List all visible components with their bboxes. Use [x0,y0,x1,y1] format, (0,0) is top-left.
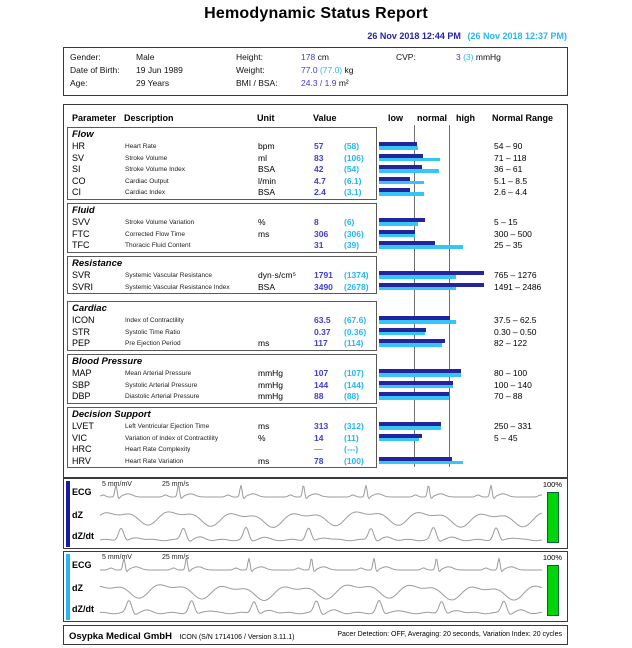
value-bar-previous [379,396,449,400]
normal-range-value: 2.6 – 4.4 [494,187,528,198]
normal-range-value: 70 – 88 [494,391,523,402]
col-header-normal-range: Normal Range [492,113,554,123]
param-description: Heart Rate Complexity [125,446,191,454]
cvp-label: CVP: [396,52,416,62]
normal-range-value: 5 – 15 [494,217,518,227]
param-previous-value: (1374) [344,270,369,280]
param-unit: mmHg [258,368,284,378]
param-description: Thoracic Fluid Content [125,242,191,250]
dzdt-trace [100,527,542,541]
param-unit: % [258,432,266,443]
param-unit: mmHg [258,379,284,390]
table-row [68,327,376,339]
age-label: Age: [70,78,88,88]
table-row [68,380,376,392]
param-previous-value: (2678) [344,281,369,292]
param-previous-value: (6) [344,217,355,227]
manufacturer-name: Osypka Medical GmbH [69,631,172,642]
param-value: 4.7 [314,175,326,186]
param-previous-value: (67.6) [344,315,367,325]
normal-range-value: 54 – 90 [494,141,523,151]
device-info: ICON (S/N 1714106 / Version 3.11.1) [179,634,295,641]
table-row [68,368,376,380]
param-previous-value: (39) [344,240,360,251]
param-description: Corrected Flow Time [125,230,185,238]
param-description: Heart Rate [125,143,157,150]
timestamp-previous: (26 Nov 2018 12:37 PM) [467,31,567,41]
param-description: Systolic Time Ratio [125,328,181,336]
scale-gain-label: 5 mm/mV [102,481,132,488]
param-value: 57 [314,141,324,151]
param-value: 107 [314,368,329,378]
dz-trace [100,512,542,528]
param-previous-value: (114) [344,338,364,349]
param-value: — [314,444,323,455]
bmi-bsa-label: BMI / BSA: [236,78,278,88]
param-description: Stroke Volume Index [125,166,185,174]
param-description: Variation of Index of Contractility [125,434,219,442]
param-value: 88 [314,391,324,402]
param-code: HRV [72,455,91,466]
param-value: 42 [314,164,324,175]
gender-value: Male [136,52,155,62]
section-decision-support [67,407,377,468]
dzdt-trace [100,600,542,614]
param-unit: bpm [258,141,275,151]
param-description: Left Ventricular Ejection Time [125,423,210,430]
table-row [68,315,376,327]
param-description: Mean Arterial Pressure [125,370,192,377]
report-timestamp [367,31,567,41]
footer-bar [63,625,568,645]
value-bar-previous [379,222,418,226]
param-previous-value: (---) [344,444,359,455]
table-row [68,240,376,252]
param-description: Systolic Arterial Pressure [125,381,198,389]
param-code: SI [72,164,81,175]
col-header-low: low [388,113,403,123]
param-code: ICON [72,315,95,325]
param-value: 144 [314,379,329,390]
device-settings: Pacer Detection: OFF, Averaging: 20 seconds, Variation Index: 20 cycles [337,631,562,638]
param-unit: BSA [258,281,276,292]
section-title: Blood Pressure [72,356,143,367]
waveform-label-ecg: ECG [72,487,92,497]
table-row [68,433,376,445]
page-title: Hemodynamic Status Report [204,5,428,22]
normal-range-value: 100 – 140 [494,379,532,390]
value-bar-previous [379,461,463,465]
value-bar-previous [379,275,456,279]
ecg-trace [100,485,542,498]
scale-speed-label: 25 mm/s [162,481,189,488]
param-previous-value: (6.1) [344,175,362,186]
param-unit: mmHg [258,391,284,402]
normal-range-value: 80 – 100 [494,368,528,378]
value-bar-previous [379,287,456,291]
param-value: 2.4 [314,187,326,198]
section-flow [67,127,377,200]
param-description: Heart Rate Variation [125,457,184,465]
normal-range-value: 37.5 – 62.5 [494,315,537,325]
bmi-bsa-value: 24.3 / 1.9 m² [301,78,349,88]
table-row [68,164,376,176]
table-row [68,456,376,468]
param-code: FTC [72,228,90,239]
table-row [68,153,376,165]
footer-left [69,626,294,644]
param-unit: BSA [258,187,276,198]
panel-accent-bar [66,554,70,620]
panel-accent-bar [66,481,70,547]
param-unit: ml [258,152,267,163]
param-value: 117 [314,338,328,349]
table-row [68,270,376,282]
normal-range-value: 250 – 331 [494,421,532,431]
normal-range-value: 300 – 500 [494,228,532,239]
height-value: 178 cm [301,52,329,62]
section-title: Cardiac [72,303,107,314]
value-bar-previous [379,245,463,249]
param-unit: ms [258,421,270,431]
normal-range-value: 765 – 1276 [494,270,537,280]
table-row [68,282,376,294]
param-value: 83 [314,152,324,163]
value-bar-previous [379,385,453,389]
waveform-traces [100,557,542,619]
param-code: MAP [72,368,92,378]
waveform-panel-1 [63,478,568,549]
section-title: Flow [72,129,94,140]
param-value: 0.37 [314,326,331,337]
table-row [68,141,376,153]
waveform-traces [100,484,542,546]
param-unit [258,444,314,456]
normal-range-value: 1491 – 2486 [494,281,542,292]
normal-range-value: 25 – 35 [494,240,523,251]
value-bar-previous [379,146,418,150]
dob-label: Date of Birth: [70,65,120,75]
param-code: DBP [72,391,91,402]
normal-range-value: 0.30 – 0.50 [494,326,537,337]
param-previous-value: (100) [344,455,364,466]
param-description: Pre Ejection Period [125,340,181,348]
param-code: SVV [72,217,91,227]
param-unit: BSA [258,164,276,175]
param-previous-value: (312) [344,421,364,431]
param-description: Stroke Volume Variation [125,219,195,226]
section-title: Decision Support [72,409,151,420]
param-description: Diastolic Arterial Pressure [125,393,200,401]
param-code: VIC [72,432,88,443]
timestamp-current: 26 Nov 2018 12:44 PM [367,31,461,41]
normal-range-value: 36 – 61 [494,164,523,175]
low-normal-boundary-line [414,125,415,467]
dob-value: 19 Jun 1989 [136,65,183,75]
param-value: 306 [314,228,329,239]
value-bar-previous [379,343,442,347]
col-header-high: high [456,113,475,123]
table-row [68,338,376,350]
param-unit [258,327,314,339]
param-code: SVRI [72,281,94,292]
param-value: 14 [314,432,324,443]
table-row [68,176,376,188]
param-code: SVR [72,270,91,280]
table-row [68,187,376,199]
param-unit: ms [258,455,270,466]
param-value: 8 [314,217,319,227]
param-description: Systemic Vascular Resistance Index [125,283,230,291]
signal-quality-percent: 100% [542,480,562,489]
value-bar-previous [379,181,424,185]
waveform-label-dzdt: dZ/dt [72,604,94,614]
param-description: Cardiac Index [125,189,166,197]
param-unit [258,240,314,252]
table-row [68,444,376,456]
param-description: Stroke Volume [125,154,168,162]
waveform-label-dz: dZ [72,510,83,520]
value-bar-previous [379,373,461,377]
section-title: Resistance [72,258,123,269]
param-unit: ms [258,338,270,349]
weight-label: Weight: [236,65,265,75]
table-row [68,391,376,403]
waveform-panel-2 [63,551,568,622]
param-previous-value: (88) [344,391,360,402]
dz-trace [100,585,542,601]
signal-quality-bar [547,492,559,543]
param-value: 78 [314,455,324,466]
normal-high-boundary-line [449,125,450,467]
normal-range-value: 71 – 118 [494,152,527,163]
col-header-unit: Unit [257,113,275,123]
param-code: HR [72,141,85,151]
ecg-trace [100,558,542,571]
param-code: SV [72,152,85,163]
param-previous-value: (58) [344,141,360,151]
param-previous-value: (106) [344,152,364,163]
age-value: 29 Years [136,78,170,88]
signal-quality-bar [547,565,559,616]
param-code: LVET [72,421,94,431]
value-bar-previous [379,438,419,442]
param-previous-value: (54) [344,164,360,175]
param-value: 313 [314,421,329,431]
normal-range-value: 5 – 45 [494,432,518,443]
param-description: Systemic Vascular Resistance [125,272,212,279]
table-row [68,229,376,241]
height-label: Height: [236,52,263,62]
gender-label: Gender: [70,52,101,62]
param-value: 3490 [314,281,333,292]
param-code: CI [72,187,81,198]
table-row [68,217,376,229]
normal-range-value: 82 – 122 [494,338,528,349]
param-code: TFC [72,240,90,251]
param-value: 1791 [314,270,333,280]
section-cardiac [67,301,377,351]
param-previous-value: (11) [344,432,359,443]
cvp-value: 3 (3) mmHg [456,52,501,62]
param-code: PEP [72,338,91,349]
value-bar-previous [379,192,424,196]
value-bar-previous [379,169,439,173]
param-unit [258,315,314,327]
waveform-label-dzdt: dZ/dt [72,531,94,541]
col-header-normal: normal [417,113,448,123]
section-resistance [67,256,377,294]
param-unit: % [258,217,266,227]
waveform-label-ecg: ECG [72,560,92,570]
param-previous-value: (144) [344,379,364,390]
section-blood-pressure [67,354,377,404]
waveform-label-dz: dZ [72,583,83,593]
param-previous-value: (306) [344,228,364,239]
scale-speed-label: 25 mm/s [162,554,189,561]
value-bar-previous [379,234,415,238]
weight-value: 77.0 (77.0) kg [301,65,354,75]
param-code: STR [72,326,90,337]
param-value: 63.5 [314,315,331,325]
patient-info-box [63,47,568,96]
normal-range-value: 5.1 – 8.5 [494,175,528,186]
value-bar-previous [379,158,440,162]
param-description: Index of Contractility [125,317,184,324]
col-header-parameter: Parameter [72,113,117,123]
param-code: HRC [72,444,92,455]
param-value: 31 [314,240,324,251]
col-header-value: Value [313,113,337,123]
param-code: CO [72,175,86,186]
signal-quality-percent: 100% [542,553,562,562]
param-unit: ms [258,228,270,239]
param-unit: dyn·s/cm⁵ [258,270,297,280]
table-row [68,421,376,433]
scale-gain-label: 5 mm/mV [102,554,132,561]
value-bar-previous [379,320,456,324]
param-previous-value: (0.36) [344,326,367,337]
param-previous-value: (3.1) [344,187,362,198]
section-fluid [67,203,377,253]
col-header-description: Description [124,113,174,123]
parameter-table [63,104,568,478]
value-bar-previous [379,332,425,336]
param-description: Cardiac Output [125,177,169,185]
section-title: Fluid [72,205,95,216]
value-bar-previous [379,426,441,430]
param-code: SBP [72,379,91,390]
param-unit: l/min [258,175,276,186]
param-previous-value: (107) [344,368,364,378]
